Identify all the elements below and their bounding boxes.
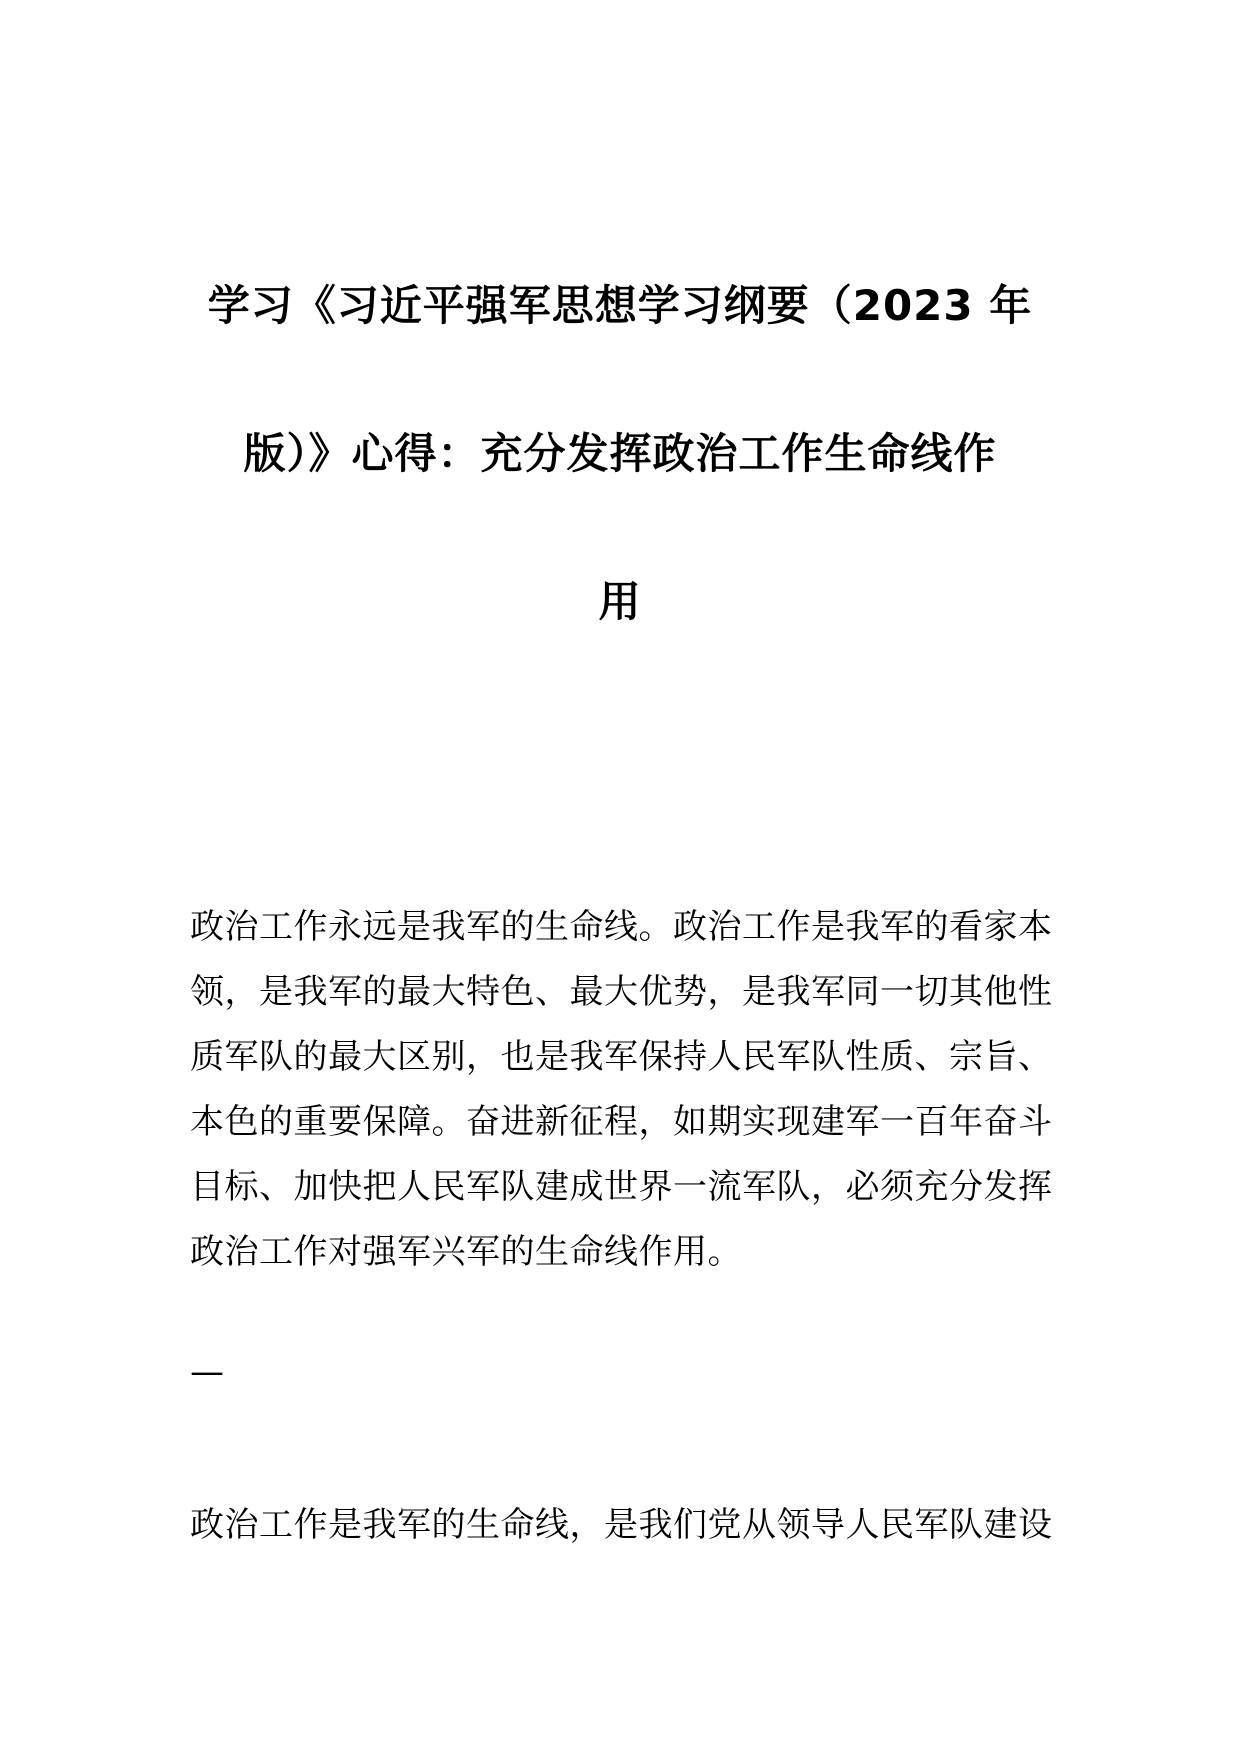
paragraph-1-line-3: 质军队的最大区别，也是我军保持人民军队性质、宗旨、 — [190, 1037, 1053, 1077]
title-line-3: 用 — [598, 577, 642, 626]
paragraph-1-line-2: 领，是我军的最大特色、最大优势，是我军同一切其他性 — [190, 972, 1053, 1012]
body-paragraph-2 — [190, 1493, 1070, 1558]
paragraph-1-line-5: 目标、加快把人民军队建成世界一流军队，必须充分发挥 — [190, 1167, 1053, 1207]
paragraph-1-line-6: 政治工作对强军兴军的生命线作用。 — [190, 1232, 742, 1272]
title-line-2: 版）》心得：充分发挥政治工作生命线作 — [243, 429, 997, 478]
paragraph-2-line-1: 政治工作是我军的生命线，是我们党从领导人民军队建设 — [190, 1505, 1053, 1545]
section-separator — [190, 1340, 1070, 1405]
document-title — [190, 232, 1050, 676]
body-paragraph-1 — [190, 895, 1070, 1285]
paragraph-1-line-4: 本色的重要保障。奋进新征程，如期实现建军一百年奋斗 — [190, 1102, 1053, 1142]
separator-dash: — — [190, 1352, 225, 1392]
paragraph-1-line-1: 政治工作永远是我军的生命线。政治工作是我军的看家本 — [190, 907, 1053, 947]
title-line-1: 学习《习近平强军思想学习纲要（2023 年 — [207, 281, 1033, 330]
